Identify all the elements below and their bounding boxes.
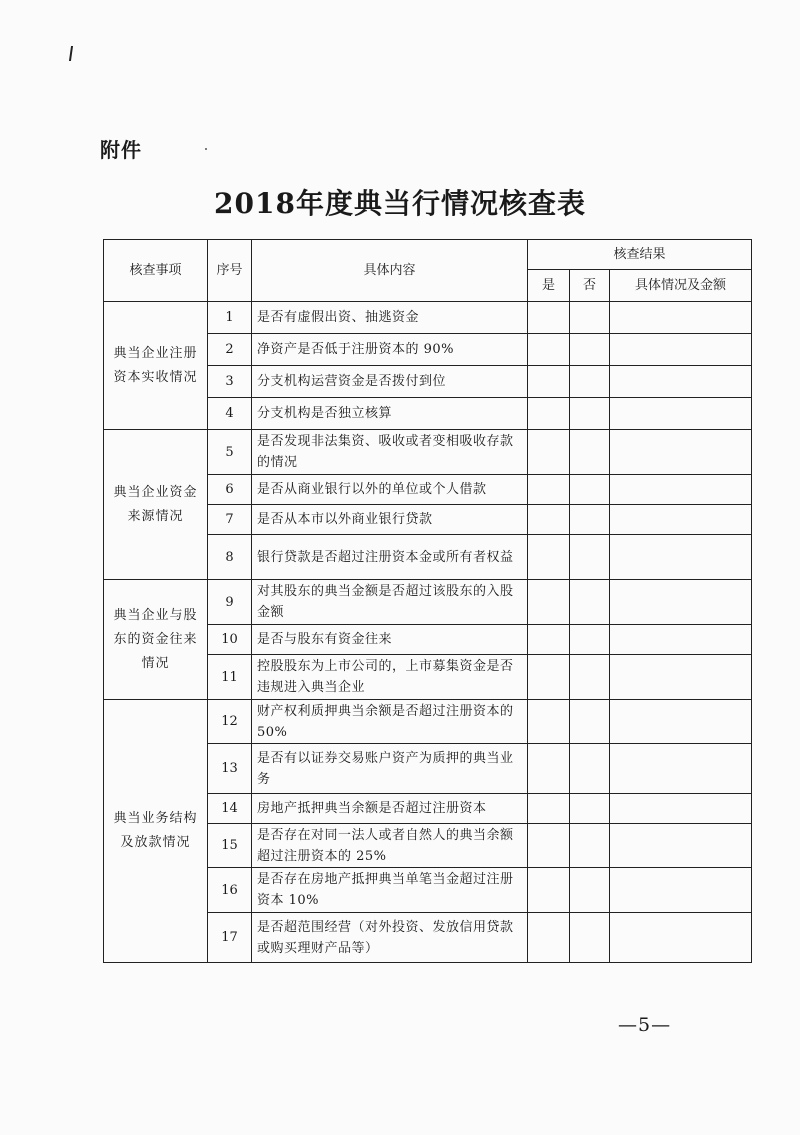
row-index: 6 [208,475,252,505]
row-index: 15 [208,824,252,868]
no-cell[interactable] [570,505,610,535]
detail-cell[interactable] [610,744,752,794]
yes-cell[interactable] [528,535,570,580]
header-item: 核查事项 [104,240,208,302]
no-cell[interactable] [570,430,610,475]
row-content: 分支机构运营资金是否拨付到位 [252,366,528,398]
no-cell[interactable] [570,625,610,655]
detail-cell[interactable] [610,794,752,824]
row-content: 净资产是否低于注册资本的 90% [252,334,528,366]
yes-cell[interactable] [528,744,570,794]
header-index: 序号 [208,240,252,302]
row-content: 是否存在对同一法人或者自然人的典当余额超过注册资本的 25% [252,824,528,868]
detail-cell[interactable] [610,625,752,655]
detail-cell[interactable] [610,475,752,505]
header-result: 核查结果 [528,240,752,270]
detail-cell[interactable] [610,580,752,625]
row-content: 财产权利质押典当余额是否超过注册资本的 50% [252,700,528,744]
no-cell[interactable] [570,744,610,794]
yes-cell[interactable] [528,302,570,334]
detail-cell[interactable] [610,430,752,475]
row-content: 是否有虚假出资、抽逃资金 [252,302,528,334]
yes-cell[interactable] [528,913,570,963]
header-detail: 具体情况及金额 [610,270,752,302]
header-yes: 是 [528,270,570,302]
detail-cell[interactable] [610,655,752,700]
row-content: 是否从本市以外商业银行贷款 [252,505,528,535]
scan-mark [69,46,73,61]
row-content: 是否有以证券交易账户资产为质押的典当业务 [252,744,528,794]
yes-cell[interactable] [528,655,570,700]
category-cell: 典当业务结构及放款情况 [104,700,208,963]
yes-cell[interactable] [528,794,570,824]
row-index: 11 [208,655,252,700]
row-index: 12 [208,700,252,744]
row-index: 8 [208,535,252,580]
no-cell[interactable] [570,700,610,744]
scan-dot [205,148,207,150]
yes-cell[interactable] [528,398,570,430]
row-content: 房地产抵押典当余额是否超过注册资本 [252,794,528,824]
no-cell[interactable] [570,824,610,868]
row-content: 分支机构是否独立核算 [252,398,528,430]
row-index: 4 [208,398,252,430]
no-cell[interactable] [570,913,610,963]
row-index: 9 [208,580,252,625]
check-table [103,239,752,963]
no-cell[interactable] [570,580,610,625]
header-content: 具体内容 [252,240,528,302]
row-content: 是否存在房地产抵押典当单笔当金超过注册资本 10% [252,868,528,913]
no-cell[interactable] [570,868,610,913]
row-index: 16 [208,868,252,913]
yes-cell[interactable] [528,475,570,505]
row-index: 7 [208,505,252,535]
category-cell: 典当企业与股东的资金往来情况 [104,580,208,700]
no-cell[interactable] [570,535,610,580]
row-index: 10 [208,625,252,655]
row-content: 控股股东为上市公司的，上市募集资金是否违规进入典当企业 [252,655,528,700]
no-cell[interactable] [570,475,610,505]
category-cell: 典当企业资金来源情况 [104,430,208,580]
row-content: 是否从商业银行以外的单位或个人借款 [252,475,528,505]
row-index: 17 [208,913,252,963]
row-content: 是否超范围经营（对外投资、发放信用贷款或购买理财产品等） [252,913,528,963]
detail-cell[interactable] [610,366,752,398]
yes-cell[interactable] [528,430,570,475]
detail-cell[interactable] [610,302,752,334]
header-no: 否 [570,270,610,302]
yes-cell[interactable] [528,334,570,366]
yes-cell[interactable] [528,580,570,625]
page-number: —5— [618,1014,672,1036]
category-cell: 典当企业注册资本实收情况 [104,302,208,430]
row-content: 是否与股东有资金往来 [252,625,528,655]
yes-cell[interactable] [528,700,570,744]
detail-cell[interactable] [610,334,752,366]
yes-cell[interactable] [528,505,570,535]
row-content: 对其股东的典当金额是否超过该股东的入股金额 [252,580,528,625]
no-cell[interactable] [570,398,610,430]
row-index: 3 [208,366,252,398]
yes-cell[interactable] [528,868,570,913]
row-index: 13 [208,744,252,794]
yes-cell[interactable] [528,366,570,398]
row-index: 1 [208,302,252,334]
attachment-label: 附件 [100,138,142,162]
row-content: 银行贷款是否超过注册资本金或所有者权益 [252,535,528,580]
row-index: 14 [208,794,252,824]
yes-cell[interactable] [528,824,570,868]
no-cell[interactable] [570,794,610,824]
detail-cell[interactable] [610,535,752,580]
detail-cell[interactable] [610,913,752,963]
no-cell[interactable] [570,302,610,334]
detail-cell[interactable] [610,700,752,744]
row-index: 2 [208,334,252,366]
detail-cell[interactable] [610,398,752,430]
page-title: 2018年度典当行情况核查表 [214,187,586,220]
row-content: 是否发现非法集资、吸收或者变相吸收存款的情况 [252,430,528,475]
yes-cell[interactable] [528,625,570,655]
no-cell[interactable] [570,334,610,366]
row-index: 5 [208,430,252,475]
detail-cell[interactable] [610,824,752,868]
detail-cell[interactable] [610,868,752,913]
detail-cell[interactable] [610,505,752,535]
no-cell[interactable] [570,655,610,700]
no-cell[interactable] [570,366,610,398]
